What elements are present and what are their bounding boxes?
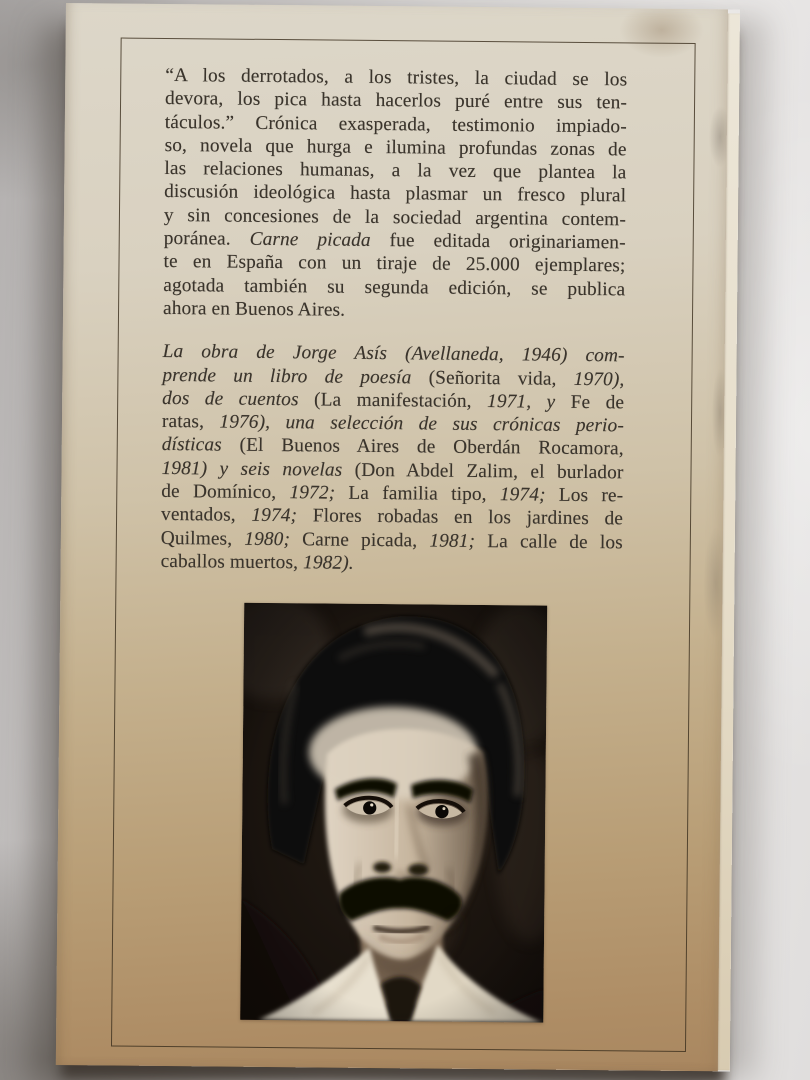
italic-text-segment: dos de cuentos <box>162 387 315 411</box>
text-segment: Quilmes, <box>160 527 245 550</box>
text-segment: y sin concesiones de la sociedad argentina contem- <box>163 204 627 231</box>
text-segment: las relaciones humanas, a la vez que plantea la <box>164 158 627 184</box>
text-segment: so, novela que hurga e ilumina profundas zonas de <box>164 134 627 161</box>
text-segment: ahora en Buenos Aires. <box>162 297 346 321</box>
text-segment: (El Buenos Aires de Oberdán Rocamora, <box>239 435 624 460</box>
review-paragraph <box>163 64 627 325</box>
italic-text-segment: 1974; <box>251 505 313 527</box>
text-segment: Flores robadas en los jardines de <box>312 505 624 530</box>
text-segment: fue editada originariamen- <box>389 230 626 254</box>
italic-text-segment: 1981; <box>429 530 488 552</box>
text-segment: La familia tipo, <box>348 482 500 506</box>
text-segment: La calle de los <box>487 530 623 554</box>
text-segment: ratas, <box>161 411 220 433</box>
text-segment: (Don Abdel Zalim, el burlador <box>354 459 624 484</box>
text-segment: Fe de <box>570 391 625 414</box>
text-line <box>163 297 625 325</box>
text-segment: (Señorita vida, <box>428 367 574 390</box>
text-segment: de Domínico, <box>161 480 290 504</box>
italic-text-segment: 1981) y seis novelas <box>161 457 355 481</box>
italic-text-segment: 1980; <box>244 528 303 550</box>
italic-text-segment: 1972; <box>289 482 349 504</box>
author-portrait-photo <box>240 603 547 1023</box>
text-segment: táculos.” Crónica exasperada, testimonio impiado- <box>164 111 627 137</box>
italic-text-segment: dísticas <box>161 434 240 457</box>
text-segment: ventados, <box>160 504 252 527</box>
cover-surface <box>56 3 728 1071</box>
italic-text-segment: Carne picada <box>249 228 390 252</box>
text-segment: Carne picada, <box>302 528 430 552</box>
portrait-illustration <box>240 603 547 1023</box>
text-segment: (La manifestación, <box>313 389 488 412</box>
text-segment: caballos muertos, <box>160 550 304 574</box>
italic-text-segment: La obra de Jorge Asís (Avellaneda, 1946) com- <box>162 341 625 367</box>
blurb-text-block <box>161 64 628 578</box>
italic-text-segment: 1970), <box>573 368 625 390</box>
text-segment: devora, los pica hasta hacerlos puré entre sus ten- <box>164 88 628 114</box>
text-line <box>161 550 623 578</box>
italic-text-segment: 1974; <box>499 484 559 506</box>
text-segment: te en España con un tiraje de 25.000 ejemplares; <box>163 251 626 277</box>
text-segment: poránea. <box>163 228 250 250</box>
text-segment: “A los derrotados, a los tristes, la ciudad se los <box>165 64 628 91</box>
book-back-cover <box>56 3 740 1071</box>
italic-text-segment: prende un libro de poesía <box>162 364 429 389</box>
italic-text-segment: 1982). <box>302 552 354 574</box>
author-bibliography-paragraph <box>161 340 625 577</box>
italic-text-segment: 1971, y <box>486 390 571 413</box>
text-segment: Los re- <box>558 484 624 507</box>
text-segment: agotada también su segunda edición, se publica <box>163 274 626 301</box>
text-segment: discusión ideológica hasta plasmar un fresco plural <box>164 181 627 207</box>
italic-text-segment: 1976), una selección de sus crónicas perio- <box>219 411 625 437</box>
